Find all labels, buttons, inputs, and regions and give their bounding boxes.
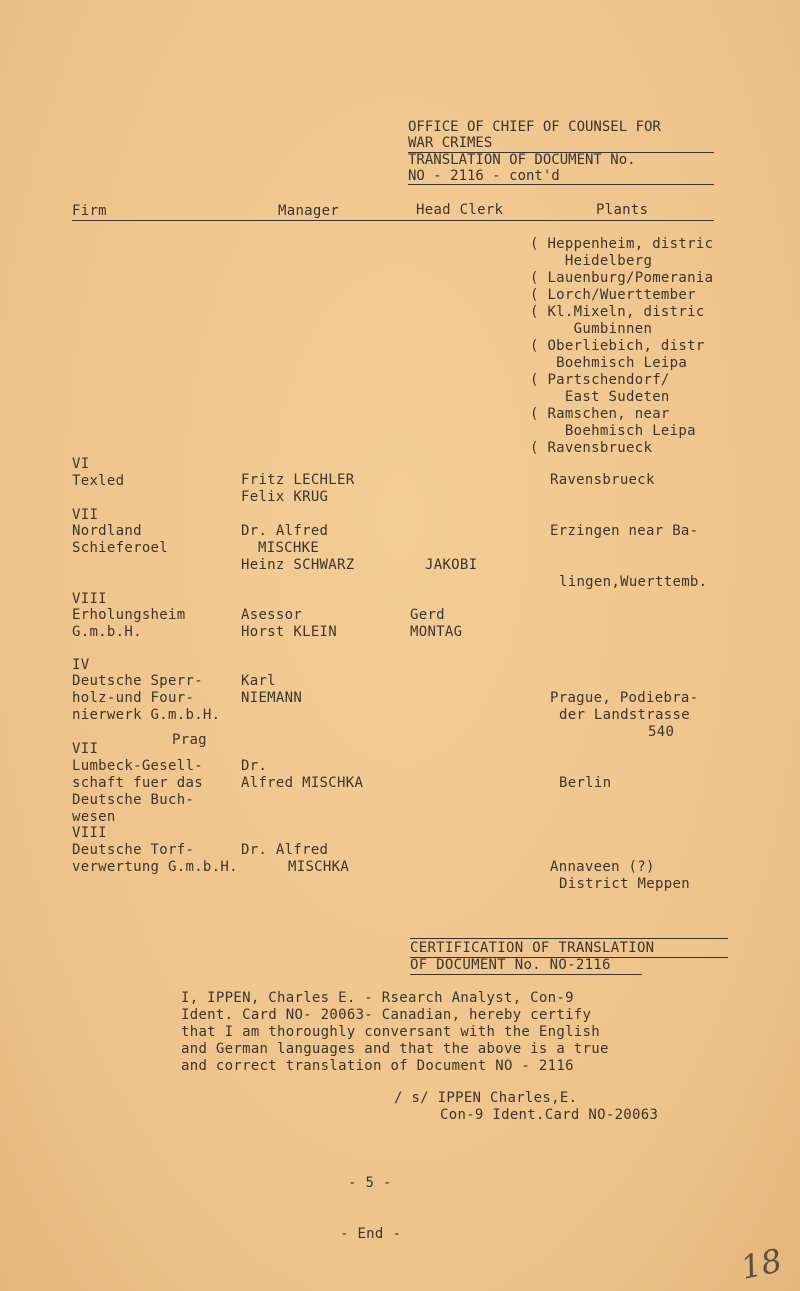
certification-body-line: Ident. Card NO- 20063- Canadian, hereby certify (181, 1007, 592, 1023)
certification-subtitle: OF DOCUMENT No. NO-2116 (410, 957, 611, 973)
manager-name: Asessor (241, 607, 303, 623)
header-line-3: TRANSLATION OF DOCUMENT No. (408, 152, 636, 168)
header-line-4: NO - 2116 - cont'd (408, 168, 560, 184)
certification-body-line: I, IPPEN, Charles E. - Rsearch Analyst, Con-9 (181, 990, 574, 1006)
firm-name: Schieferoel (72, 540, 169, 556)
certification-body-line: and correct translation of Document NO - 2116 (181, 1058, 574, 1074)
list-item: Boehmisch Leipa (530, 355, 688, 371)
firm-name: Lumbeck-Gesell- (72, 758, 203, 774)
plant-name: lingen,Wuerttemb. (559, 574, 708, 590)
firm-name: Deutsche Buch- (72, 792, 195, 808)
header-line-2: WAR CRIMES (408, 135, 493, 151)
manager-name: Fritz LECHLER (241, 472, 355, 488)
header-rule-2 (408, 184, 714, 185)
firm-name: Erholungsheim (72, 607, 186, 623)
list-item: ( Ramschen, near (530, 406, 670, 422)
manager-name: Horst KLEIN (241, 624, 338, 640)
manager-name: NIEMANN (241, 690, 303, 706)
plant-name: Erzingen near Ba- (550, 523, 699, 539)
certification-rule-bottom (410, 974, 642, 975)
column-manager: Manager (278, 203, 340, 219)
manager-name: Felix KRUG (241, 489, 329, 505)
manager-name: Dr. Alfred (241, 523, 329, 539)
column-head-clerk: Head Clerk (416, 202, 504, 218)
signature-ident: Con-9 Ident.Card NO-20063 (440, 1107, 659, 1123)
firm-name: nierwerk G.m.b.H. (72, 707, 221, 723)
entry-number: VIII (72, 591, 107, 607)
signature-line: / s/ IPPEN Charles,E. (394, 1090, 578, 1106)
plant-name: Prague, Podiebra- (550, 690, 699, 706)
firm-name: Deutsche Torf- (72, 842, 195, 858)
plant-name: Berlin (559, 775, 612, 791)
entry-number: VI (72, 456, 90, 472)
plant-name: Annaveen (?) (550, 859, 655, 875)
certification-title: CERTIFICATION OF TRANSLATION (410, 940, 655, 956)
manager-name: Alfred MISCHKA (241, 775, 364, 791)
plant-name: Ravensbrueck (550, 472, 655, 488)
list-item: ( Oberliebich, distr (530, 338, 705, 354)
column-firm: Firm (72, 203, 107, 219)
firm-name: Prag (172, 732, 207, 748)
end-marker: - End - (340, 1226, 402, 1242)
entry-number: VIII (72, 825, 107, 841)
firm-name: Texled (72, 473, 125, 489)
head-clerk-name: JAKOBI (425, 557, 478, 573)
column-plants: Plants (596, 202, 649, 218)
entry-number: VII (72, 507, 99, 523)
firm-name: Nordland (72, 523, 142, 539)
column-rule (72, 220, 714, 221)
certification-body-line: that I am thoroughly conversant with the English (181, 1024, 600, 1040)
head-clerk-name: MONTAG (410, 624, 463, 640)
firm-name: Deutsche Sperr- (72, 673, 203, 689)
head-clerk-name: Gerd (410, 607, 445, 623)
handwritten-page-mark: 18 (737, 1241, 786, 1287)
page-number: - 5 - (348, 1175, 392, 1191)
firm-name: schaft fuer das (72, 775, 203, 791)
firm-name: G.m.b.H. (72, 624, 142, 640)
plant-name: der Landstrasse (559, 707, 690, 723)
manager-name: Karl (241, 673, 276, 689)
entry-number: VII (72, 741, 99, 757)
manager-name: Heinz SCHWARZ (241, 557, 355, 573)
list-item: ( Lauenburg/Pomerania (530, 270, 714, 286)
list-item: ( Partschendorf/ (530, 372, 670, 388)
list-item: ( Ravensbrueck (530, 440, 653, 456)
certification-body-line: and German languages and that the above is a true (181, 1041, 609, 1057)
plant-name: 540 (648, 724, 675, 740)
list-item: ( Kl.Mixeln, distric (530, 304, 705, 320)
certification-rule-top (410, 938, 728, 939)
firm-name: wesen (72, 809, 116, 825)
manager-name: MISCHKE (258, 540, 320, 556)
list-item: Gumbinnen (530, 321, 653, 337)
plant-name: District Meppen (559, 876, 690, 892)
list-item: ( Heppenheim, distric (530, 236, 714, 252)
manager-name: Dr. (241, 758, 268, 774)
manager-name: MISCHKA (288, 859, 350, 875)
list-item: Boehmisch Leipa (530, 423, 696, 439)
firm-name: holz-und Four- (72, 690, 195, 706)
list-item: East Sudeten (530, 389, 670, 405)
header-line-1: OFFICE OF CHIEF OF COUNSEL FOR (408, 119, 661, 135)
list-item: ( Lorch/Wuerttember (530, 287, 696, 303)
entry-number: IV (72, 657, 90, 673)
manager-name: Dr. Alfred (241, 842, 329, 858)
firm-name: verwertung G.m.b.H. (72, 859, 238, 875)
list-item: Heidelberg (530, 253, 653, 269)
